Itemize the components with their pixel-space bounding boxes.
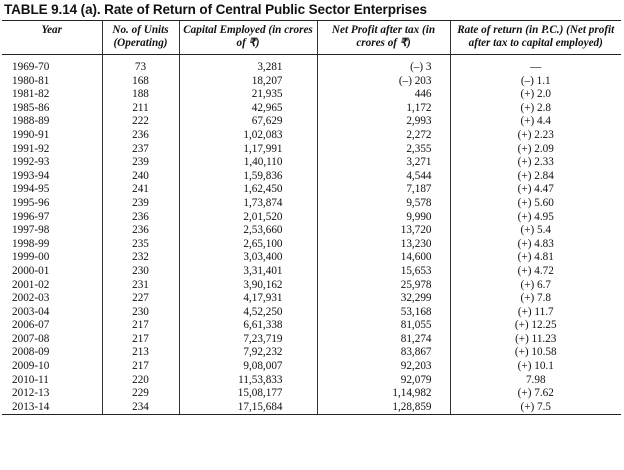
table-row <box>2 279 621 293</box>
cell-units: 217 <box>102 360 179 374</box>
cell-units: 211 <box>102 102 179 116</box>
cell-capital: 3,90,162 <box>179 279 317 293</box>
cell-profit: 7,187 <box>317 183 450 197</box>
cell-capital: 18,207 <box>179 75 317 89</box>
table-row <box>2 197 621 211</box>
cell-rate: (+) 5.4 <box>450 224 621 238</box>
table-row <box>2 115 621 129</box>
table-body <box>2 55 621 415</box>
cell-year: 1980-81 <box>2 75 102 89</box>
cell-capital: 1,73,874 <box>179 197 317 211</box>
cell-year: 1985-86 <box>2 102 102 116</box>
cell-profit: 3,271 <box>317 156 450 170</box>
header-rate: Rate of return (in P.C.) (Net profit after tax to capital employed) <box>450 21 621 55</box>
cell-profit: 25,978 <box>317 279 450 293</box>
cell-profit: (–) 203 <box>317 75 450 89</box>
cell-profit: 92,079 <box>317 374 450 388</box>
cell-rate: (+) 10.1 <box>450 360 621 374</box>
cell-year: 1995-96 <box>2 197 102 211</box>
cell-year: 1996-97 <box>2 211 102 225</box>
cell-units: 73 <box>102 55 179 75</box>
cell-year: 1998-99 <box>2 238 102 252</box>
cell-profit: 9,990 <box>317 211 450 225</box>
cell-rate: (+) 4.4 <box>450 115 621 129</box>
table-row <box>2 319 621 333</box>
cell-rate: (+) 7.8 <box>450 292 621 306</box>
cell-rate: (+) 2.09 <box>450 143 621 157</box>
cell-units: 236 <box>102 224 179 238</box>
cell-profit: 1,14,982 <box>317 387 450 401</box>
cell-profit: 83,867 <box>317 346 450 360</box>
cell-capital: 11,53,833 <box>179 374 317 388</box>
cell-year: 2008-09 <box>2 346 102 360</box>
cell-year: 1993-94 <box>2 170 102 184</box>
cell-units: 217 <box>102 319 179 333</box>
table-row <box>2 238 621 252</box>
cell-year: 1969-70 <box>2 55 102 75</box>
table-row <box>2 387 621 401</box>
cell-rate: (–) 1.1 <box>450 75 621 89</box>
cell-units: 168 <box>102 75 179 89</box>
cell-units: 213 <box>102 346 179 360</box>
cell-rate: (+) 11.7 <box>450 306 621 320</box>
cell-capital: 3,281 <box>179 55 317 75</box>
cell-units: 235 <box>102 238 179 252</box>
cell-year: 2010-11 <box>2 374 102 388</box>
cell-capital: 9,08,007 <box>179 360 317 374</box>
cell-units: 230 <box>102 306 179 320</box>
cell-capital: 21,935 <box>179 88 317 102</box>
cell-profit: 32,299 <box>317 292 450 306</box>
cell-year: 1999-00 <box>2 251 102 265</box>
cell-rate: (+) 11.23 <box>450 333 621 347</box>
cell-capital: 2,53,660 <box>179 224 317 238</box>
cell-profit: 2,355 <box>317 143 450 157</box>
cell-rate: (+) 4.81 <box>450 251 621 265</box>
cell-capital: 1,59,836 <box>179 170 317 184</box>
table-row <box>2 156 621 170</box>
cell-rate: (+) 4.83 <box>450 238 621 252</box>
cell-profit: 1,172 <box>317 102 450 116</box>
cell-units: 231 <box>102 279 179 293</box>
cell-year: 2001-02 <box>2 279 102 293</box>
cell-capital: 67,629 <box>179 115 317 129</box>
cell-profit: 2,993 <box>317 115 450 129</box>
cell-rate: (+) 2.0 <box>450 88 621 102</box>
cell-units: 188 <box>102 88 179 102</box>
cell-rate: (+) 4.95 <box>450 211 621 225</box>
cell-profit: 9,578 <box>317 197 450 211</box>
header-units: No. of Units (Operating) <box>102 21 179 55</box>
cell-rate: (+) 10.58 <box>450 346 621 360</box>
cell-rate: (+) 7.5 <box>450 401 621 415</box>
cell-profit: 1,28,859 <box>317 401 450 415</box>
cell-capital: 2,01,520 <box>179 211 317 225</box>
table-row <box>2 183 621 197</box>
cell-rate: (+) 12.25 <box>450 319 621 333</box>
table-row <box>2 102 621 116</box>
header-year: Year <box>2 21 102 55</box>
cell-capital: 42,965 <box>179 102 317 116</box>
cell-profit: 81,274 <box>317 333 450 347</box>
cell-units: 236 <box>102 211 179 225</box>
cell-year: 1981-82 <box>2 88 102 102</box>
cell-units: 230 <box>102 265 179 279</box>
cell-rate: (+) 6.7 <box>450 279 621 293</box>
cell-units: 236 <box>102 129 179 143</box>
table-row <box>2 251 621 265</box>
cell-rate: (+) 2.33 <box>450 156 621 170</box>
table-row <box>2 346 621 360</box>
cell-year: 1988-89 <box>2 115 102 129</box>
cell-capital: 1,02,083 <box>179 129 317 143</box>
cell-capital: 15,08,177 <box>179 387 317 401</box>
cell-year: 2003-04 <box>2 306 102 320</box>
cell-capital: 3,03,400 <box>179 251 317 265</box>
table-row <box>2 360 621 374</box>
table-row <box>2 292 621 306</box>
cell-units: 229 <box>102 387 179 401</box>
cell-capital: 2,65,100 <box>179 238 317 252</box>
table-row <box>2 143 621 157</box>
table-row <box>2 265 621 279</box>
cell-year: 2007-08 <box>2 333 102 347</box>
cell-units: 239 <box>102 156 179 170</box>
table-row <box>2 88 621 102</box>
cell-year: 1997-98 <box>2 224 102 238</box>
cell-units: 227 <box>102 292 179 306</box>
cell-year: 2002-03 <box>2 292 102 306</box>
cell-profit: 4,544 <box>317 170 450 184</box>
cell-capital: 1,40,110 <box>179 156 317 170</box>
cell-capital: 1,62,450 <box>179 183 317 197</box>
table-row <box>2 129 621 143</box>
cell-units: 237 <box>102 143 179 157</box>
cell-rate: (+) 5.60 <box>450 197 621 211</box>
cell-capital: 7,92,232 <box>179 346 317 360</box>
cell-profit: 15,653 <box>317 265 450 279</box>
header-capital: Capital Employed (in crores of ₹) <box>179 21 317 55</box>
cell-profit: 13,720 <box>317 224 450 238</box>
cell-capital: 4,17,931 <box>179 292 317 306</box>
cell-profit: 446 <box>317 88 450 102</box>
cell-units: 239 <box>102 197 179 211</box>
cell-units: 217 <box>102 333 179 347</box>
header-profit: Net Profit after tax (in crores of ₹) <box>317 21 450 55</box>
cell-profit: 81,055 <box>317 319 450 333</box>
cell-profit: 13,230 <box>317 238 450 252</box>
cell-units: 232 <box>102 251 179 265</box>
table-row <box>2 401 621 415</box>
cell-capital: 7,23,719 <box>179 333 317 347</box>
cell-capital: 4,52,250 <box>179 306 317 320</box>
table-row <box>2 211 621 225</box>
cell-capital: 3,31,401 <box>179 265 317 279</box>
table-row <box>2 224 621 238</box>
cell-year: 1991-92 <box>2 143 102 157</box>
cell-rate: (+) 2.84 <box>450 170 621 184</box>
table-row <box>2 75 621 89</box>
cell-units: 234 <box>102 401 179 415</box>
cell-year: 2006-07 <box>2 319 102 333</box>
table-row <box>2 170 621 184</box>
cell-profit: 92,203 <box>317 360 450 374</box>
cell-rate: 7.98 <box>450 374 621 388</box>
cell-rate: (+) 2.23 <box>450 129 621 143</box>
cell-year: 1992-93 <box>2 156 102 170</box>
cell-profit: 53,168 <box>317 306 450 320</box>
cell-year: 2012-13 <box>2 387 102 401</box>
cell-capital: 1,17,991 <box>179 143 317 157</box>
cell-year: 2000-01 <box>2 265 102 279</box>
cell-profit: (–) 3 <box>317 55 450 75</box>
cell-units: 240 <box>102 170 179 184</box>
table-row <box>2 333 621 347</box>
cell-rate: — <box>450 55 621 75</box>
header-row <box>2 21 621 55</box>
rate-of-return-table <box>2 20 621 415</box>
cell-year: 1990-91 <box>2 129 102 143</box>
cell-rate: (+) 4.47 <box>450 183 621 197</box>
table-title: TABLE 9.14 (a). Rate of Return of Central Public Sector Enterprises <box>4 2 427 17</box>
cell-year: 2013-14 <box>2 401 102 415</box>
cell-profit: 14,600 <box>317 251 450 265</box>
table-row <box>2 306 621 320</box>
cell-profit: 2,272 <box>317 129 450 143</box>
cell-rate: (+) 2.8 <box>450 102 621 116</box>
cell-year: 2009-10 <box>2 360 102 374</box>
cell-year: 1994-95 <box>2 183 102 197</box>
cell-capital: 17,15,684 <box>179 401 317 415</box>
cell-rate: (+) 7.62 <box>450 387 621 401</box>
table-row <box>2 55 621 75</box>
cell-units: 241 <box>102 183 179 197</box>
table-row <box>2 374 621 388</box>
cell-capital: 6,61,338 <box>179 319 317 333</box>
cell-rate: (+) 4.72 <box>450 265 621 279</box>
cell-units: 222 <box>102 115 179 129</box>
cell-units: 220 <box>102 374 179 388</box>
